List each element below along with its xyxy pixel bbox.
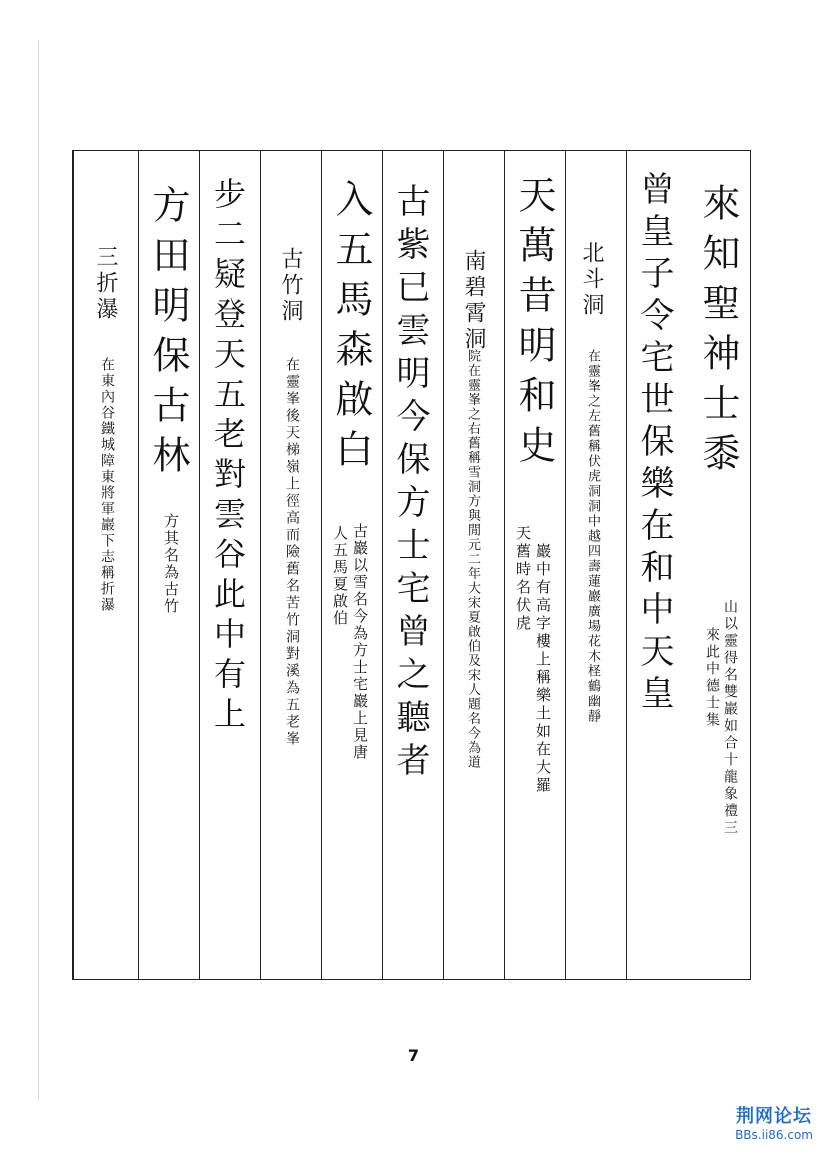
page-gutter-line [38,40,39,1100]
watermark-title: 荆网论坛 [736,1106,813,1127]
column-7 [321,151,382,979]
seal-text: 古紫已雲明今保方士宅曾之聽者 [390,183,430,785]
text-frame [72,150,751,980]
column-1 [687,151,751,979]
annotation: 院在靈峯之右舊稱雪洞方與閒元二年大宋夏啟伯及宋人題名今為道 [465,349,480,770]
section-heading: 古竹洞 [278,247,303,325]
annotation: 古巖以雪名今為方士宅巖上見唐 [351,523,369,761]
section-heading: 北斗洞 [579,241,604,319]
column-9 [199,151,260,979]
seal-text: 來知聖神士黍 [696,183,740,483]
seal-text: 天萬昔明和史 [512,175,556,475]
annotation: 在靈峯之左舊稱伏虎洞洞中越四壽蓮巖廣場花木柽鶴幽靜 [585,349,600,724]
seal-text: 步二疑登天五老對雲谷此中有上 [209,177,247,737]
column-2 [626,151,687,979]
seal-text: 入五馬森啟白 [329,179,373,479]
seal-text: 方田明保古林 [146,185,190,485]
annotation: 在靈峯後天梯嶺上徑高而險舊名苦竹洞對溪為五老峯 [284,357,300,748]
column-11 [73,151,138,979]
annotation: 天舊時名伏虎 [514,525,532,633]
column-4 [504,151,565,979]
annotation: 來此中德士集 [704,627,720,729]
annotation: 方其名為古竹 [162,513,180,615]
seal-text: 曾皇子令宅世保樂在和中天皇 [634,171,674,717]
column-10 [138,151,199,979]
annotation: 巖中有高字樓上稱樂土如在大羅 [534,543,552,795]
column-3 [565,151,626,979]
column-6 [382,151,443,979]
section-heading: 南碧霄洞 [461,249,486,353]
watermark-url: BBs.ii86.com [735,1128,813,1142]
watermark [735,1102,813,1142]
section-heading: 三折瀑 [93,245,118,323]
column-8 [260,151,321,979]
page-number: 7 [407,1046,420,1065]
annotation: 在東內谷鐵城障東將軍巖下志稱折瀑 [99,357,115,613]
annotation: 人五馬夏啟伯 [331,525,349,627]
annotation: 山以靈得名雙巖如合十龍象禮三 [722,599,738,837]
column-5 [443,151,504,979]
